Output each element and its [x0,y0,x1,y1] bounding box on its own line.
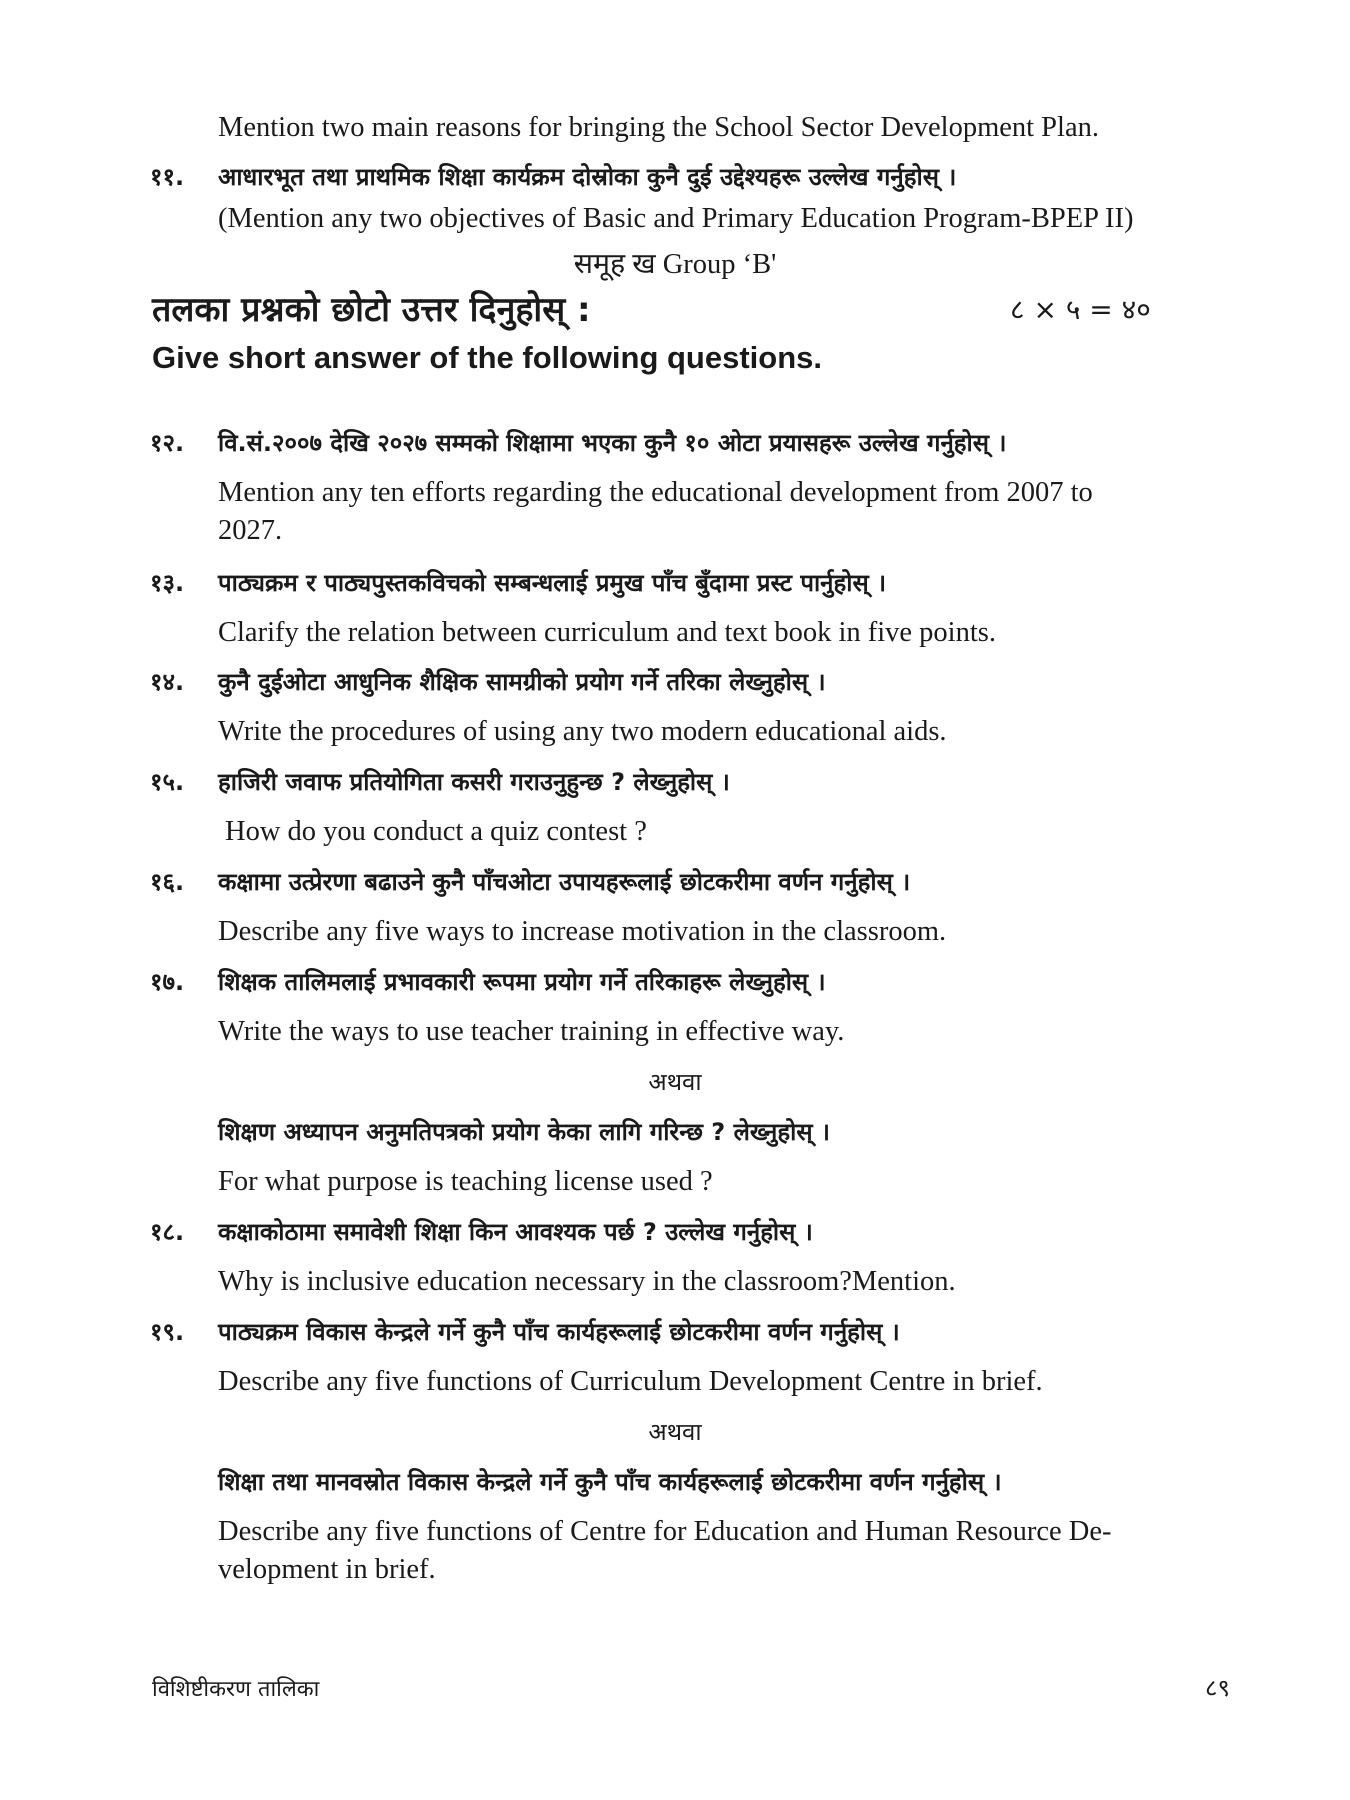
page-number: ८९ [1205,1674,1230,1702]
q17-alt-english-text: For what purpose is teaching license used ? [218,1166,713,1197]
q18-english-text: Why is inclusive education necessary in the classroom?Mention. [218,1266,956,1297]
footer-title: विशिष्टीकरण तालिका [152,1677,320,1702]
section-heading-nepali: तलका प्रश्नको छोटो उत्तर दिनुहोस् : [152,290,591,330]
q15-nepali-text: हाजिरी जवाफ प्रतियोगिता कसरी गराउनुहुन्छ ? लेख्नुहोस् । [218,768,730,796]
q17-or-label: अथवा [648,1068,702,1096]
question-number-16: १६. [150,868,185,896]
q16-english-text: Describe any five ways to increase motivation in the classroom. [218,916,947,947]
q19-alt-nepali-text: शिक्षा तथा मानवस्रोत विकास केन्द्रले गर्ने कुनै पाँच कार्यहरूलाई छोटकरीमा वर्णन गर्नुहोस् । [218,1468,1002,1496]
question-number-13: १३. [150,569,185,597]
question-number-11: ११. [150,163,185,191]
section-marks: ८ × ५ = ४० [1010,293,1151,326]
question-number-15: १५. [150,768,185,796]
question-number-17: १७. [150,968,185,996]
q15-english-text: How do you conduct a quiz contest ? [225,816,647,847]
q11-english-text: (Mention any two objectives of Basic and Primary Education Program-BPEP II) [218,203,1134,234]
question-number-18: १८. [150,1218,185,1246]
q16-nepali-text: कक्षामा उत्प्रेरणा बढाउने कुनै पाँचओटा उपायहरूलाई छोटकरीमा वर्णन गर्नुहोस् । [218,868,911,896]
question-number-12: १२. [150,429,185,457]
q19-english-text: Describe any five functions of Curriculum Development Centre in brief. [218,1366,1043,1397]
question-number-14: १४. [150,668,185,696]
q19-alt-english-text-line2: velopment in brief. [218,1554,436,1585]
q13-english-text: Clarify the relation between curriculum and text book in five points. [218,617,996,648]
q14-nepali-text: कुनै दुईओटा आधुनिक शैक्षिक सामग्रीको प्रयोग गर्ने तरिका लेख्नुहोस् । [218,668,826,696]
q17-alt-nepali-text: शिक्षण अध्यापन अनुमतिपत्रको प्रयोग केका लागि गरिन्छ ? लेख्नुहोस् । [218,1118,831,1146]
q12-nepali-text: वि.सं.२००७ देखि २०२७ सम्मको शिक्षामा भएका कुनै १० ओटा प्रयासहरू उल्लेख गर्नुहोस् । [218,429,1007,457]
group-heading: समूह ख Group ‘B' [573,249,777,280]
q10-english-text: Mention two main reasons for bringing the School Sector Development Plan. [218,112,1099,143]
q19-or-label: अथवा [648,1418,702,1446]
q19-alt-english-text-line1: Describe any five functions of Centre for Education and Human Resource De- [218,1516,1112,1547]
q14-english-text: Write the procedures of using any two modern educational aids. [218,716,947,747]
q13-nepali-text: पाठ्यक्रम र पाठ्यपुस्तकविचको सम्बन्धलाई प्रमुख पाँच बुँदामा प्रस्ट पार्नुहोस् । [218,569,887,597]
section-heading-english: Give short answer of the following questions. [152,340,823,375]
question-number-19: १९. [150,1318,185,1346]
q11-nepali-text: आधारभूत तथा प्राथमिक शिक्षा कार्यक्रम दोस्रोका कुनै दुई उद्देश्यहरू उल्लेख गर्नुहोस् । [218,163,957,191]
q12-english-text-line1: Mention any ten efforts regarding the educational development from 2007 to [218,477,1093,508]
q17-english-text: Write the ways to use teacher training in effective way. [218,1016,845,1047]
q19-nepali-text: पाठ्यक्रम विकास केन्द्रले गर्ने कुनै पाँच कार्यहरूलाई छोटकरीमा वर्णन गर्नुहोस् । [218,1318,900,1346]
q12-english-text-line2: 2027. [218,515,283,546]
q18-nepali-text: कक्षाकोठामा समावेशी शिक्षा किन आवश्यक पर्छ ? उल्लेख गर्नुहोस् । [218,1218,813,1246]
q17-nepali-text: शिक्षक तालिमलाई प्रभावकारी रूपमा प्रयोग गर्ने तरिकाहरू लेख्नुहोस् । [218,968,826,996]
